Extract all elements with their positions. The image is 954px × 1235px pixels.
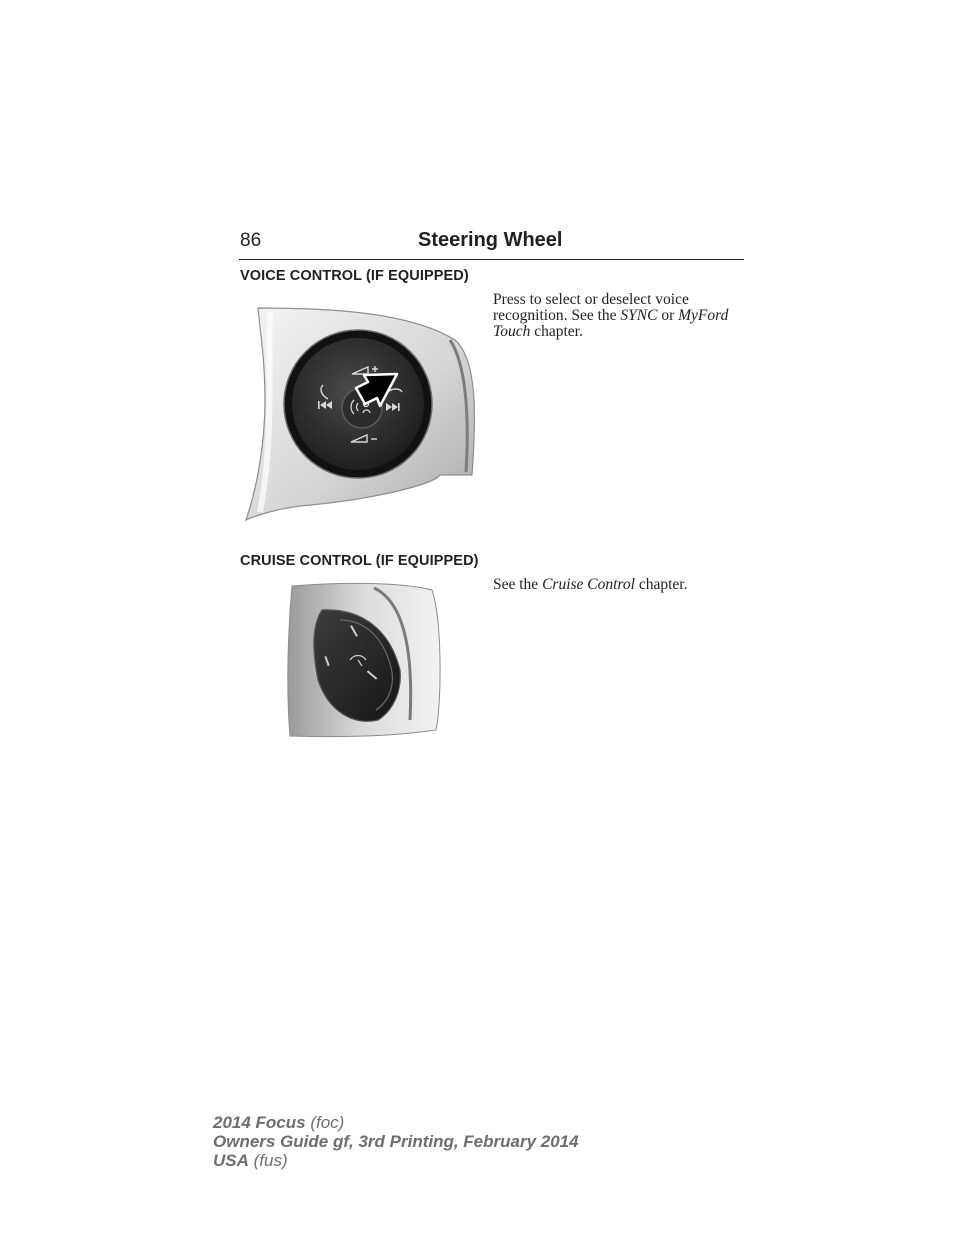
description-text: chapter. [530,323,583,340]
voice-control-description [493,292,733,340]
description-text: chapter. [634,576,688,593]
voice-control-heading: VOICE CONTROL (IF EQUIPPED) [240,268,469,284]
footer-line-model [213,1113,579,1132]
footer [213,1113,579,1170]
footer-line-market [213,1151,579,1170]
footer-market: USA [213,1151,249,1170]
chapter-title: Steering Wheel [418,229,563,251]
description-text: See the [493,576,543,593]
cruise-control-heading: CRUISE CONTROL (IF EQUIPPED) [240,553,479,569]
footer-model-code: (foc) [305,1113,345,1132]
description-text: or [657,307,679,324]
cruise-control-chapter-reference: Cruise Control [542,576,635,593]
cruise-control-illustration [282,580,444,740]
voice-control-illustration [240,300,480,525]
footer-model: 2014 Focus [213,1113,306,1132]
header-rule [239,259,744,260]
myford-touch-chapter-reference: MyFord Touch [493,307,729,340]
footer-line-edition: Owners Guide gf, 3rd Printing, February 2014 [213,1132,579,1151]
cruise-control-description [493,577,733,593]
page-number: 86 [240,230,262,251]
description-text: Press to select or deselect voice recognition. See the [493,291,689,324]
sync-chapter-reference: SYNC [620,307,658,324]
footer-market-code: (fus) [248,1151,288,1170]
